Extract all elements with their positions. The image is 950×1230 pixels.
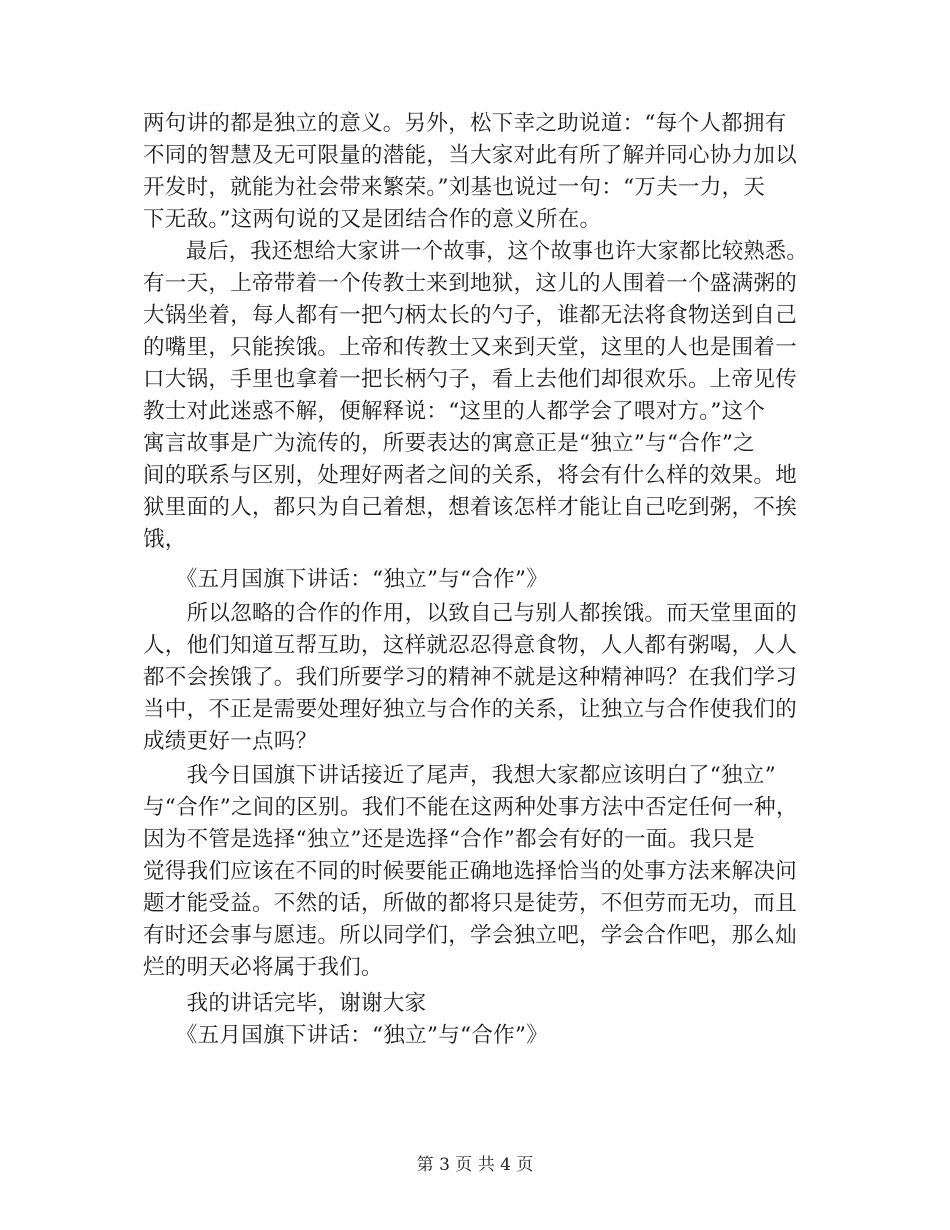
body-line: 教士对此迷惑不解，便解释说：“这里的人都学会了喂对方。”这个 bbox=[143, 399, 766, 424]
body-line: 题才能受益。不然的话，所做的都将只是徒劳，不但劳而无功，而且 bbox=[143, 891, 798, 916]
body-line: 饿， bbox=[143, 527, 187, 552]
paragraph-line: 所以忽略的合作的作用，以致自己与别人都挨饿。而天堂里面的 bbox=[143, 601, 798, 626]
body-line: 开发时，就能为社会带来繁荣。”刘基也说过一句：“万夫一力，天 bbox=[143, 175, 766, 200]
paragraph-line: 最后，我还想给大家讲一个故事，这个故事也许大家都比较熟悉。 bbox=[143, 239, 808, 264]
body-line: 有一天，上帝带着一个传教士来到地狱，这儿的人围着一个盛满粥的 bbox=[143, 271, 798, 296]
body-line: 的嘴里，只能挨饿。上帝和传教士又来到天堂，这里的人也是围着一 bbox=[143, 335, 798, 360]
body-line: 间的联系与区别，处理好两者之间的关系，将会有什么样的效果。地 bbox=[143, 463, 798, 488]
body-line: 口大锅，手里也拿着一把长柄勺子，看上去他们却很欢乐。上帝见传 bbox=[143, 367, 798, 392]
section-title: 《五月国旗下讲话：“独立”与“合作”》 bbox=[143, 567, 549, 592]
body-line: 与“合作”之间的区别。我们不能在这两种处事方法中否定任何一种， bbox=[143, 795, 798, 820]
section-title: 《五月国旗下讲话：“独立”与“合作”》 bbox=[143, 1023, 549, 1048]
closing-line: 我的讲话完毕，谢谢大家 bbox=[143, 991, 427, 1016]
body-line: 寓言故事是广为流传的，所要表达的寓意正是“独立”与“合作”之 bbox=[143, 431, 755, 456]
body-line: 下无敌。”这两句说的又是团结合作的意义所在。 bbox=[143, 207, 602, 232]
paragraph-line: 我今日国旗下讲话接近了尾声，我想大家都应该明白了“独立” bbox=[143, 763, 776, 788]
body-line: 烂的明天必将属于我们。 bbox=[143, 955, 383, 980]
body-line: 因为不管是选择“独立”还是选择“合作”都会有好的一面。我只是 bbox=[143, 827, 755, 852]
body-line: 有时还会事与愿违。所以同学们，学会独立吧，学会合作吧，那么灿 bbox=[143, 923, 798, 948]
body-line: 成绩更好一点吗？ bbox=[143, 729, 318, 754]
body-line: 觉得我们应该在不同的时候要能正确地选择恰当的处事方法来解决问 bbox=[143, 859, 798, 884]
body-line: 当中，不正是需要处理好独立与合作的关系，让独立与合作使我们的 bbox=[143, 697, 798, 722]
body-line: 狱里面的人，都只为自己着想，想着该怎样才能让自己吃到粥，不挨 bbox=[143, 495, 798, 520]
body-line: 两句讲的都是独立的意义。另外，松下幸之助说道：“每个人都拥有 bbox=[143, 111, 787, 136]
body-line: 大锅坐着，每人都有一把勺柄太长的勺子，谁都无法将食物送到自己 bbox=[143, 303, 798, 328]
body-line: 都不会挨饿了。我们所要学习的精神不就是这种精神吗？在我们学习 bbox=[143, 665, 798, 690]
page-number: 第 3 页 共 4 页 bbox=[416, 1155, 534, 1175]
body-line: 人，他们知道互帮互助，这样就忍忍得意食物，人人都有粥喝，人人 bbox=[143, 633, 798, 658]
body-line: 不同的智慧及无可限量的潜能，当大家对此有所了解并同心协力加以 bbox=[143, 143, 798, 168]
